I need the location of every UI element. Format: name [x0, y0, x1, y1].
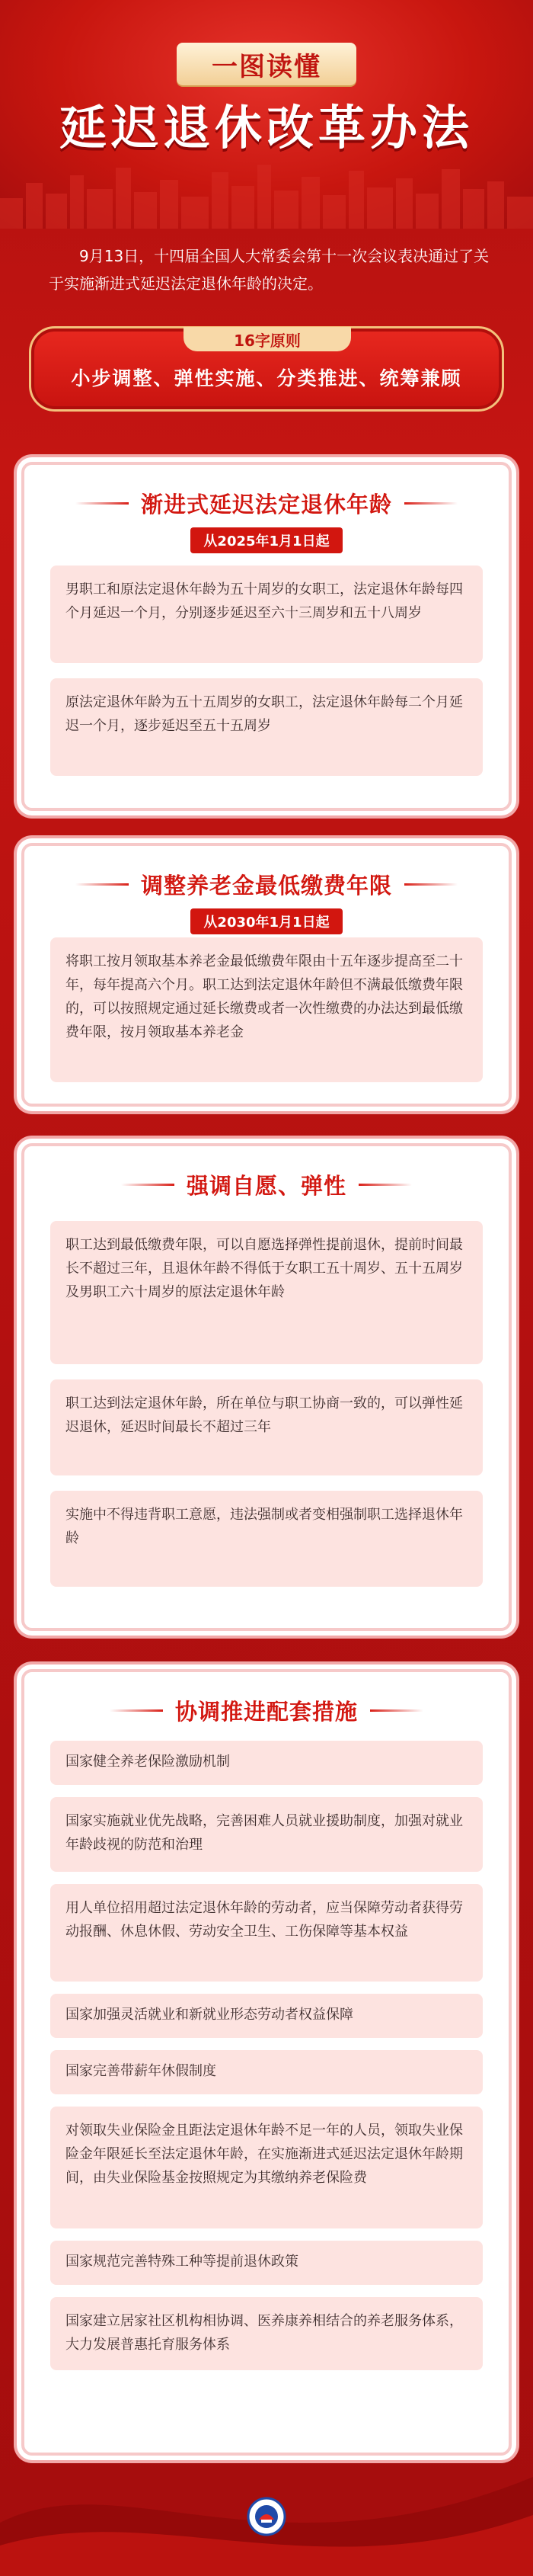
divider: [404, 502, 458, 505]
city-skyline-icon: [0, 160, 533, 229]
principle-box: [29, 326, 504, 412]
list-item: 职工达到法定退休年龄，所在单位与职工协商一致的，可以弹性延迟退休，延迟时间最长不超过三年: [50, 1379, 483, 1475]
list-item: 对领取失业保险金且距法定退休年龄不足一年的人员，领取失业保险金年限延长至法定退休年龄，在实施渐进式延迟法定退休年龄期间，由失业保险基金按照规定为其缴纳养老保险费: [50, 2107, 483, 2228]
section-min-contribution: [21, 843, 512, 1107]
section-gradual-delay: [21, 462, 512, 811]
principle-tab: 16字原则: [184, 327, 351, 351]
divider: [110, 1709, 163, 1712]
section-title: 协调推进配套措施: [174, 1698, 358, 1725]
section-title: 渐进式延迟法定退休年龄: [140, 491, 392, 517]
list-item: 将职工按月领取基本养老金最低缴费年限由十五年逐步提高至二十年，每年提高六个月。职工达到法定退休年龄但不满最低缴费年限的，可以按照规定通过延长缴费或者一次性缴费的办法达到最低缴费年限，按月领取基本养老金: [50, 937, 483, 1082]
list-item: 国家健全养老保险激励机制: [50, 1741, 483, 1785]
section-supporting-measures: [21, 1669, 512, 2456]
intro-paragraph: 9月13日，十四届全国人大常委会第十一次会议表决通过了关于实施渐进式延迟法定退休年龄的决定。: [49, 247, 490, 293]
page-title: 延迟退休改革办法: [59, 100, 474, 155]
emblem-logo-icon: [247, 2497, 286, 2536]
list-item: 原法定退休年龄为五十五周岁的女职工，法定退休年龄每二个月延迟一个月，逐步延迟至五十五周岁: [50, 678, 483, 776]
header-banner: [0, 0, 533, 229]
divider: [121, 1184, 174, 1186]
principle-text: 小步调整、弹性实施、分类推进、统筹兼顾: [71, 367, 462, 389]
section-date-badge: 从2030年1月1日起: [190, 908, 343, 934]
list-item: 男职工和原法定退休年龄为五十周岁的女职工，法定退休年龄每四个月延迟一个月，分别逐步延迟至六十三周岁和五十八周岁: [50, 566, 483, 663]
header-badge: 一图读懂: [177, 43, 356, 85]
divider: [359, 1184, 412, 1186]
list-item: 用人单位招用超过法定退休年龄的劳动者，应当保障劳动者获得劳动报酬、休息休假、劳动安全卫生、工伤保障等基本权益: [50, 1884, 483, 1982]
section-title: 强调自愿、弹性: [186, 1172, 346, 1199]
list-item: 实施中不得违背职工意愿，违法强制或者变相强制职工选择退休年龄: [50, 1491, 483, 1587]
divider: [404, 883, 458, 886]
section-header: [24, 488, 509, 518]
section-voluntary-flexible: [21, 1143, 512, 1631]
list-item: 国家完善带薪年休假制度: [50, 2050, 483, 2094]
divider: [75, 502, 129, 505]
list-item: 职工达到最低缴费年限，可以自愿选择弹性提前退休，提前时间最长不超过三年，且退休年龄不得低于女职工五十周岁、五十五周岁及男职工六十周岁的原法定退休年龄: [50, 1221, 483, 1364]
section-date-badge: 从2025年1月1日起: [190, 527, 343, 553]
section-header: [24, 1169, 509, 1200]
divider: [75, 883, 129, 886]
section-header: [24, 869, 509, 899]
list-item: 国家建立居家社区机构相协调、医养康养相结合的养老服务体系，大力发展普惠托育服务体系: [50, 2297, 483, 2370]
section-title: 调整养老金最低缴费年限: [140, 872, 392, 899]
list-item: 国家规范完善特殊工种等提前退休政策: [50, 2241, 483, 2285]
section-header: [24, 1695, 509, 1725]
list-item: 国家加强灵活就业和新就业形态劳动者权益保障: [50, 1994, 483, 2038]
list-item: 国家实施就业优先战略，完善困难人员就业援助制度，加强对就业年龄歧视的防范和治理: [50, 1797, 483, 1872]
divider: [370, 1709, 423, 1712]
